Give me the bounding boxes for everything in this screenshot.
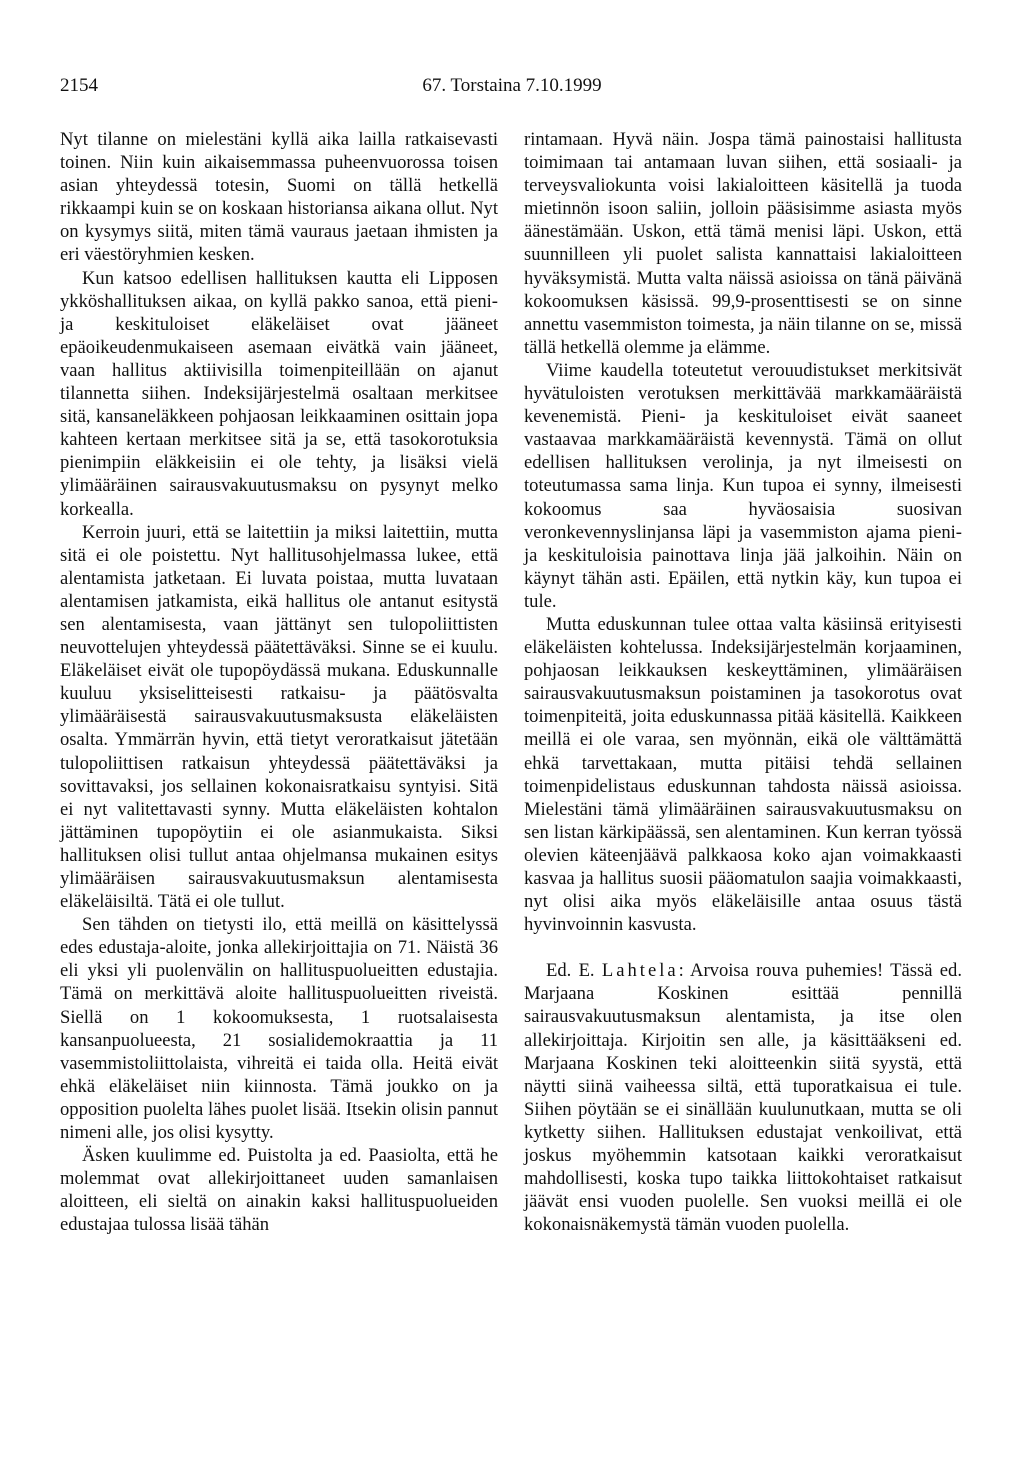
- paragraph: Viime kaudella toteutetut verouudistukset merkitsivät hyvätuloisten verotuksen merkittävää markkamääräistä kevenemistä. Pieni- ja keskituloiset eivät saaneet vastaavaa markkamääräistä kevennystä. Tämä on ollut edellisen hallituksen verolinja, ja nyt ilmeisesti on toteutumassa sama linja. Kun tupoa ei synny, ilmeisesti kokoomus saa hyväosaisia suosivan veronkevennyslinjansa läpi ja vasemmiston ajama pieni- ja keskituloisia painottava linja jää jalkoihin. Näin on käynyt tähän asti. Epäilen, että nytkin käy, kun tupoa ei tule.: [524, 359, 962, 612]
- left-column: [60, 128, 498, 1237]
- paragraph: rintamaan. Hyvä näin. Jospa tämä painostaisi hallitusta toimimaan tai antamaan luvan siihen, että sosiaali- ja terveysvaliokunta voisi lakialoitteen käsitellä ja tuoda mietinnön isoon saliin, jolloin pääsisimme asiasta myös äänestämään. Uskon, että tämä menisi läpi. Uskon, että suunnilleen yli puolet salista kannattaisi lakialoitteen hyväksymistä. Mutta valta näissä asioissa on tänä päivänä kokoomuksen käsissä. 99,9-prosenttisesti se on sinne annettu vasemmiston toimesta, ja näin tilanne on se, missä tällä hetkellä olemme ja elämme.: [524, 129, 962, 358]
- paragraph: Kerroin juuri, että se laitettiin ja miksi laitettiin, mutta sitä ei ole poistettu. Nyt hallitusohjelmassa lukee, että alentamista jatketaan. Ei luvata poistaa, mutta luvataan alentamisen jatkamista, eikä hallitus ole antanut esitystä sen alentamisesta, vaan jättänyt sen tulopoliittisten neuvottelujen yhteydessä päätettäväksi. Sinne se ei kuulu. Eläkeläiset eivät ole tupopöydässä mukana. Eduskunnalle kuuluu yksiselitteisesti ratkaisu- ja päätösvalta ylimääräisestä sairausvakuutusmaksusta eläkeläisten osalta. Ymmärrän hyvin, että tietyt veroratkaisut jätetään tulopoliittisen ratkaisun yhteydessä päätettäväksi ja sovittavaksi, jos sellainen kokonaisratkaisu syntyisi. Sitä ei nyt valitettavasti synny. Mutta eläkeläisten kohtalon jättäminen tupopöytiin ei ole asianmukaista. Siksi hallituksen olisi tullut antaa ohjelmansa mukainen esitys ylimääräisen sairausvakuutusmaksun alentamisesta eläkeläisiltä. Tätä ei ole tullut.: [60, 521, 498, 913]
- speech-paragraph: [524, 959, 962, 1236]
- page-header: [60, 74, 964, 98]
- paragraph: Äsken kuulimme ed. Puistolta ja ed. Paasiolta, että he molemmat ovat allekirjoittaneet uuden samanlaisen aloitteen, eli sieltä on ainakin kaksi hallituspuolueiden edustajaa tulossa lisää tähän: [60, 1145, 498, 1236]
- paragraph: Nyt tilanne on mielestäni kyllä aika lailla ratkaisevasti toinen. Niin kuin aikaisemmassa puheenvuorossa toisen asian yhteydessä totesin, Suomi on tällä hetkellä rikkaampi kuin se on koskaan historiansa aikana ollut. Nyt on kysymys siitä, miten tämä vauraus jaetaan ihmisten ja eri väestöryhmien kesken.: [60, 129, 498, 266]
- paragraph: Mutta eduskunnan tulee ottaa valta käsiinsä erityisesti eläkeläisten kohtelussa. Indeksijärjestelmän korjaaminen, pohjaosan leikkauksen keskeyttäminen, ylimääräisen sairausvakuutusmaksun poistaminen ja tasokorotus ovat toimenpiteitä, joita eduskunnassa pitää käsitellä. Kaikkeen meillä ei ole varaa, sen myönnän, eikä ole välttämättä ehkä tarvettakaan, mutta pitäisi tehdä sellainen toimenpidelistaus eduskunnan tahdosta näissä asioissa. Mielestäni tämä ylimääräinen sairausvakuutusmaksu on sen listan kärkipäässä, sen alentaminen. Kun kerran työssä olevien käteenjäävä palkkaosa koko ajan voimakkaasti kasvaa ja hallitus suosii pääomatulon saajia voimakkaasti, nyt olisi aika myös eläkeläisille antaa osuus tästä hyvinvoinnin kasvusta.: [524, 613, 962, 936]
- speaker-name: Lahtela: [601, 960, 679, 982]
- right-column: [524, 128, 962, 1236]
- speaker-prefix: Ed. E.: [546, 960, 602, 982]
- running-title: 67. Torstaina 7.10.1999: [422, 75, 602, 96]
- paragraph: Kun katsoo edellisen hallituksen kautta eli Lipposen ykköshallituksen aikaa, on kyllä pakko sanoa, että pieni- ja keskituloiset eläkeläiset ovat jääneet epäoikeudenmukaiseen asemaan eivätkä vain jääneet, vaan hallitus aktiivisilla toimenpiteillään on ajanut tilannetta siihen. Indeksijärjestelmä osaltaan merkitsee sitä, kansaneläkkeen pohjaosan leikkaaminen osittain jopa kahteen kertaan merkitsee sitä ja se, että tasokorotuksia pienimpiin eläkkeisiin ei ole tehty, ja lisäksi vielä ylimääräinen sairausvakuutusmaksu on pysynyt melko korkealla.: [60, 267, 498, 520]
- speech-text: : Arvoisa rouva puhemies! Tässä ed. Marjaana Koskinen esittää pennillä sairausvakuutusmaksun alentamista, ja itse olen allekirjoittaja. Kirjoitin sen alle, ja käsittääkseni ed. Marjaana Koskinen teki aloitteenkin siitä syystä, että näytti siinä vaiheessa siltä, että tuporatkaisua ei tule. Siihen pöytään se ei sinällään kuulunutkaan, mutta se oli kytketty siihen. Hallituksen edustajat venkoilivat, että joskus myöhemmin katsotaan kaikki veroratkaisut mahdollisesti, koska tupo taikka liittokohtaiset ratkaisut jäävät ensi vuoden puolelle. Sen vuoksi meillä ei ole kokonaisnäkemystä tämän vuoden puolella.: [524, 960, 962, 1236]
- paragraph: Sen tähden on tietysti ilo, että meillä on käsittelyssä edes edustaja-aloite, jonka allekirjoittajia on 71. Näistä 36 eli yksi yli puolenvälin on hallituspuolueitten edustajia. Tämä on merkittävä aloite hallituspuolueitten riveistä. Siellä on 1 kokoomuksesta, 1 ruotsalaisesta kansanpuolueesta, 21 sosialidemokraattia ja 11 vasemmistoliittolaista, vihreitä ei taida olla. Heitä eivät ehkä eläkeläiset niin kiinnosta. Tämä joukko on ja opposition puolelta lähes puolet lisää. Itsekin olisin pannut nimeni alle, jos olisi kysytty.: [60, 914, 498, 1144]
- page-number: 2154: [60, 75, 98, 96]
